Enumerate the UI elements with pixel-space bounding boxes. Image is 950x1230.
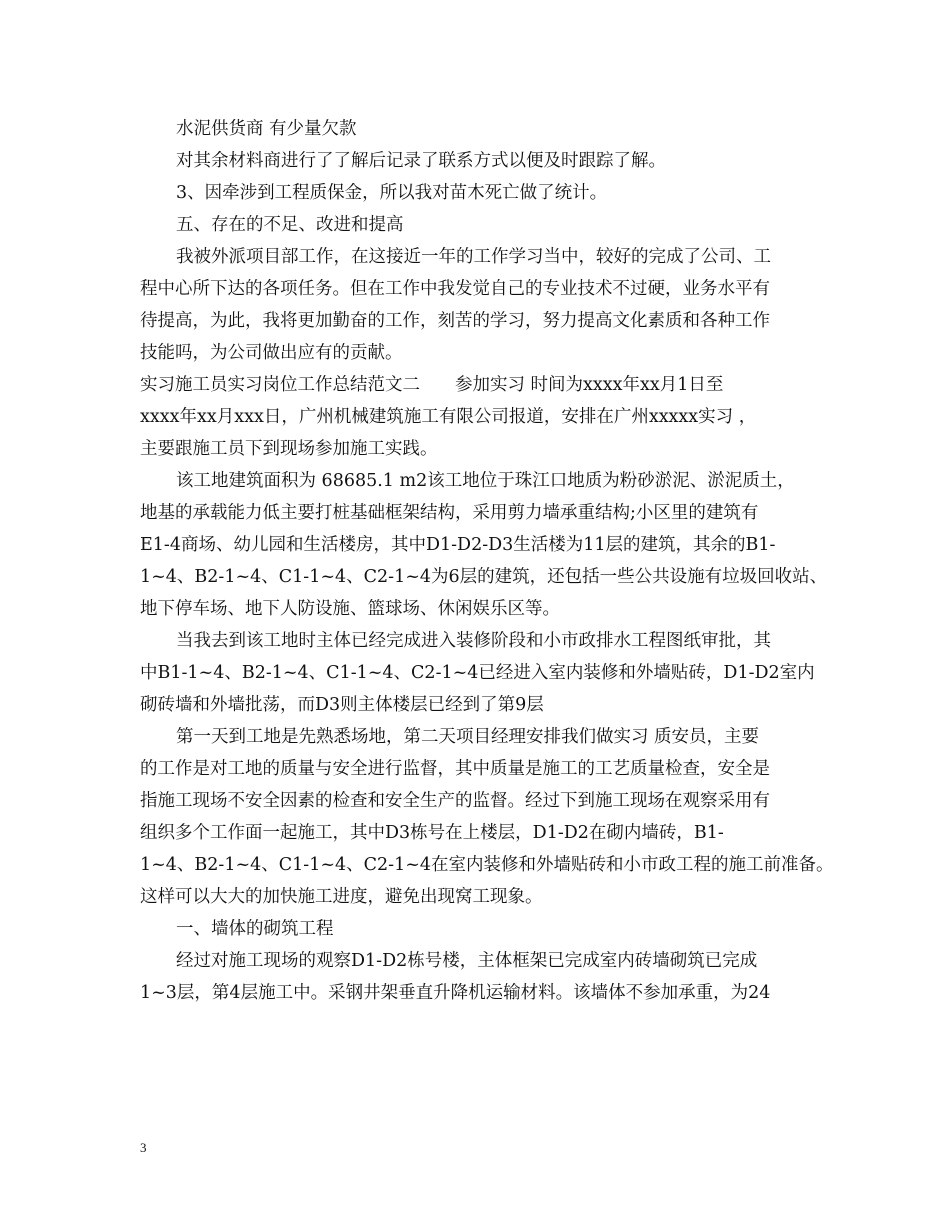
text-line: 我被外派项目部工作，在这接近一年的工作学习当中，较好的完成了公司、工 xyxy=(176,247,771,267)
text-line: 地下停车场、地下人防设施、篮球场、休闲娱乐区等。 xyxy=(140,599,560,619)
text-line: 主要跟施工员下到现场参加施工实践。 xyxy=(140,439,438,459)
text-line: 该工地建筑面积为 68685.1 m2该工地位于珠江口地质为粉砂淤泥、淤泥质土， xyxy=(176,471,795,491)
text-line: 当我去到该工地时主体已经完成进入装修阶段和小市政排水工程图纸审批，其 xyxy=(176,631,771,651)
text-line: 1~3层，第4层施工中。采钢井架垂直升降机运输材料。该墙体不参加承重，为24 xyxy=(140,983,771,1003)
text-line: 程中心所下达的各项任务。但在工作中我发觉自己的专业技术不过硬，业务水平有 xyxy=(140,279,770,299)
text-line: 1~4、B2-1~4、C1-1~4、C2-1~4为6层的建筑，还包括一些公共设施有垃圾回收站、 xyxy=(140,567,828,587)
text-line: 这样可以大大的加快施工进度，避免出现窝工现象。 xyxy=(140,887,543,907)
text-line: 技能吗，为公司做出应有的贡献。 xyxy=(140,343,403,363)
text-line: 指施工现场不安全因素的检查和安全生产的监督。经过下到施工现场在观察采用有 xyxy=(140,791,770,811)
text-line: 的工作是对工地的质量与安全进行监督，其中质量是施工的工艺质量检查，安全是 xyxy=(140,759,770,779)
text-line: 中B1-1~4、B2-1~4、C1-1~4、C2-1~4已经进入室内装修和外墙贴砖，D1-D2室内 xyxy=(140,663,815,683)
text-line: xxxx年xx月xxx日，广州机械建筑施工有限公司报道，安排在广州xxxxx实习 ， xyxy=(140,407,757,427)
text-line: 组织多个工作面一起施工，其中D3栋号在上楼层，D1-D2在砌内墙砖，B1- xyxy=(140,823,724,843)
text-line: 一、墙体的砌筑工程 xyxy=(176,919,334,939)
page-number: 3 xyxy=(140,1140,147,1155)
text-line: 实习施工员实习岗位工作总结范文二 参加实习 时间为xxxx年xx月1日至 xyxy=(140,375,724,395)
text-line: 待提高，为此，我将更加勤奋的工作，刻苦的学习，努力提高文化素质和各种工作 xyxy=(140,311,770,331)
text-line: 地基的承载能力低主要打桩基础框架结构，采用剪力墙承重结构;小区里的建筑有 xyxy=(140,503,759,523)
text-line: 水泥供货商 有少量欠款 xyxy=(176,119,357,139)
text-line: 砌砖墙和外墙批荡，而D3则主体楼层已经到了第9层 xyxy=(140,695,544,715)
text-line: 对其余材料商进行了了解后记录了联系方式以便及时跟踪了解。 xyxy=(176,151,666,171)
text-line: 1~4、B2-1~4、C1-1~4、C2-1~4在室内装修和外墙贴砖和小市政工程的施工前准备。 xyxy=(140,855,834,875)
text-line: 第一天到工地是先熟悉场地，第二天项目经理安排我们做实习 质安员，主要 xyxy=(176,727,760,747)
text-line: 3、因牵涉到工程质保金，所以我对苗木死亡做了统计。 xyxy=(176,183,608,203)
text-line: 五、存在的不足、改进和提高 xyxy=(176,215,404,235)
text-line: 经过对施工现场的观察D1-D2栋号楼，主体框架已完成室内砖墙砌筑已完成 xyxy=(176,951,758,971)
text-line: E1-4商场、幼儿园和生活楼房，其中D1-D2-D3生活楼为11层的建筑，其余的B1- xyxy=(140,535,776,555)
